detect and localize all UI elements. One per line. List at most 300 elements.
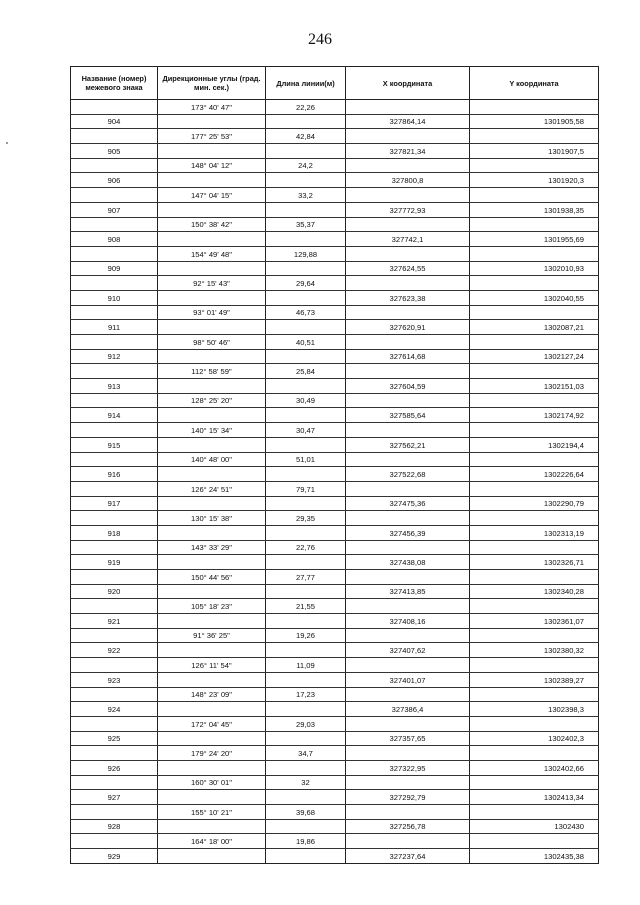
point-row: [71, 437, 599, 452]
line-length-cell: [266, 555, 346, 570]
y-coordinate-cell: [470, 834, 599, 849]
direction-angle-cell: [158, 525, 266, 540]
line-length-cell: [266, 584, 346, 599]
line-length-cell: [266, 408, 346, 423]
line-length-cell: [266, 232, 346, 247]
boundary-coordinates-table: [70, 66, 599, 864]
marker-name-cell: 924: [71, 702, 158, 717]
line-length-cell: 129,88: [266, 246, 346, 261]
x-coordinate-cell: 327562,21: [346, 437, 470, 452]
line-length-cell: 35,37: [266, 217, 346, 232]
y-coordinate-cell: 1302040,55: [470, 290, 599, 305]
x-coordinate-cell: 327292,79: [346, 790, 470, 805]
marker-name-cell: [71, 452, 158, 467]
segment-row: [71, 687, 599, 702]
y-coordinate-cell: [470, 217, 599, 232]
segment-row: [71, 100, 599, 115]
line-length-cell: 25,84: [266, 364, 346, 379]
y-coordinate-cell: 1302087,21: [470, 320, 599, 335]
direction-angle-cell: [158, 672, 266, 687]
segment-row: [71, 834, 599, 849]
line-length-cell: [266, 379, 346, 394]
header-x-coordinate: X координата: [346, 67, 470, 100]
direction-angle-cell: 105° 18' 23": [158, 599, 266, 614]
segment-row: [71, 393, 599, 408]
y-coordinate-cell: [470, 276, 599, 291]
marker-name-cell: 926: [71, 760, 158, 775]
direction-angle-cell: 140° 48' 00": [158, 452, 266, 467]
marker-name-cell: [71, 217, 158, 232]
direction-angle-cell: [158, 731, 266, 746]
point-row: [71, 114, 599, 129]
y-coordinate-cell: [470, 305, 599, 320]
line-length-cell: 29,03: [266, 716, 346, 731]
point-row: [71, 173, 599, 188]
y-coordinate-cell: 1302380,32: [470, 643, 599, 658]
x-coordinate-cell: 327772,93: [346, 202, 470, 217]
x-coordinate-cell: 327456,39: [346, 525, 470, 540]
x-coordinate-cell: [346, 276, 470, 291]
y-coordinate-cell: 1302435,38: [470, 849, 599, 864]
point-row: [71, 819, 599, 834]
y-coordinate-cell: 1301907,5: [470, 144, 599, 159]
point-row: [71, 290, 599, 305]
line-length-cell: [266, 672, 346, 687]
y-coordinate-cell: [470, 540, 599, 555]
point-row: [71, 614, 599, 629]
marker-name-cell: [71, 834, 158, 849]
y-coordinate-cell: [470, 628, 599, 643]
x-coordinate-cell: [346, 511, 470, 526]
segment-row: [71, 570, 599, 585]
marker-name-cell: 915: [71, 437, 158, 452]
direction-angle-cell: [158, 232, 266, 247]
line-length-cell: [266, 173, 346, 188]
line-length-cell: 30,49: [266, 393, 346, 408]
marker-name-cell: [71, 658, 158, 673]
line-length-cell: 21,55: [266, 599, 346, 614]
y-coordinate-cell: [470, 570, 599, 585]
marker-name-cell: 922: [71, 643, 158, 658]
direction-angle-cell: [158, 437, 266, 452]
marker-name-cell: [71, 423, 158, 438]
point-row: [71, 702, 599, 717]
point-row: [71, 408, 599, 423]
segment-row: [71, 246, 599, 261]
line-length-cell: 22,76: [266, 540, 346, 555]
marker-name-cell: 911: [71, 320, 158, 335]
y-coordinate-cell: [470, 158, 599, 173]
line-length-cell: 34,7: [266, 746, 346, 761]
marker-name-cell: [71, 188, 158, 203]
direction-angle-cell: 177° 25' 53": [158, 129, 266, 144]
x-coordinate-cell: [346, 599, 470, 614]
segment-row: [71, 217, 599, 232]
y-coordinate-cell: [470, 687, 599, 702]
x-coordinate-cell: 327256,78: [346, 819, 470, 834]
line-length-cell: 29,64: [266, 276, 346, 291]
x-coordinate-cell: 327522,68: [346, 467, 470, 482]
direction-angle-cell: 130° 15' 38": [158, 511, 266, 526]
line-length-cell: [266, 437, 346, 452]
line-length-cell: [266, 290, 346, 305]
y-coordinate-cell: 1301938,35: [470, 202, 599, 217]
marker-name-cell: [71, 599, 158, 614]
marker-name-cell: [71, 158, 158, 173]
marker-name-cell: [71, 716, 158, 731]
line-length-cell: [266, 760, 346, 775]
x-coordinate-cell: [346, 834, 470, 849]
y-coordinate-cell: 1301955,69: [470, 232, 599, 247]
segment-row: [71, 628, 599, 643]
x-coordinate-cell: [346, 570, 470, 585]
x-coordinate-cell: [346, 746, 470, 761]
direction-angle-cell: [158, 760, 266, 775]
y-coordinate-cell: [470, 335, 599, 350]
marker-name-cell: [71, 246, 158, 261]
marker-name-cell: [71, 393, 158, 408]
point-row: [71, 849, 599, 864]
line-length-cell: 19,86: [266, 834, 346, 849]
y-coordinate-cell: [470, 599, 599, 614]
line-length-cell: 42,84: [266, 129, 346, 144]
point-row: [71, 496, 599, 511]
x-coordinate-cell: [346, 658, 470, 673]
y-coordinate-cell: 1302194,4: [470, 437, 599, 452]
direction-angle-cell: [158, 379, 266, 394]
y-coordinate-cell: [470, 423, 599, 438]
line-length-cell: 24,2: [266, 158, 346, 173]
x-coordinate-cell: 327407,62: [346, 643, 470, 658]
direction-angle-cell: 140° 15' 34": [158, 423, 266, 438]
marker-name-cell: 906: [71, 173, 158, 188]
segment-row: [71, 805, 599, 820]
segment-row: [71, 158, 599, 173]
point-row: [71, 672, 599, 687]
direction-angle-cell: [158, 349, 266, 364]
marker-name-cell: [71, 100, 158, 115]
table-body: [71, 100, 599, 864]
marker-name-cell: 920: [71, 584, 158, 599]
x-coordinate-cell: 327322,95: [346, 760, 470, 775]
line-length-cell: 11,09: [266, 658, 346, 673]
direction-angle-cell: [158, 202, 266, 217]
marker-name-cell: 914: [71, 408, 158, 423]
direction-angle-cell: 91° 36' 25": [158, 628, 266, 643]
direction-angle-cell: [158, 408, 266, 423]
direction-angle-cell: 148° 23' 09": [158, 687, 266, 702]
x-coordinate-cell: [346, 364, 470, 379]
y-coordinate-cell: 1302290,79: [470, 496, 599, 511]
direction-angle-cell: 172° 04' 45": [158, 716, 266, 731]
x-coordinate-cell: 327821,34: [346, 144, 470, 159]
y-coordinate-cell: 1302398,3: [470, 702, 599, 717]
marker-name-cell: [71, 540, 158, 555]
y-coordinate-cell: [470, 775, 599, 790]
x-coordinate-cell: 327623,38: [346, 290, 470, 305]
y-coordinate-cell: [470, 246, 599, 261]
x-coordinate-cell: [346, 305, 470, 320]
segment-row: [71, 775, 599, 790]
point-row: [71, 379, 599, 394]
direction-angle-cell: [158, 702, 266, 717]
line-length-cell: 30,47: [266, 423, 346, 438]
y-coordinate-cell: [470, 452, 599, 467]
y-coordinate-cell: 1302389,27: [470, 672, 599, 687]
line-length-cell: 40,51: [266, 335, 346, 350]
y-coordinate-cell: 1302402,66: [470, 760, 599, 775]
marker-name-cell: [71, 687, 158, 702]
marker-name-cell: [71, 364, 158, 379]
x-coordinate-cell: 327386,4: [346, 702, 470, 717]
segment-row: [71, 276, 599, 291]
y-coordinate-cell: [470, 716, 599, 731]
line-length-cell: 79,71: [266, 481, 346, 496]
marker-name-cell: 912: [71, 349, 158, 364]
segment-row: [71, 305, 599, 320]
segment-row: [71, 746, 599, 761]
line-length-cell: 29,35: [266, 511, 346, 526]
marker-name-cell: 913: [71, 379, 158, 394]
marker-name-cell: 907: [71, 202, 158, 217]
marker-name-cell: 928: [71, 819, 158, 834]
x-coordinate-cell: 327620,91: [346, 320, 470, 335]
segment-row: [71, 599, 599, 614]
x-coordinate-cell: [346, 628, 470, 643]
marker-name-cell: 904: [71, 114, 158, 129]
direction-angle-cell: [158, 496, 266, 511]
direction-angle-cell: 98° 50' 46": [158, 335, 266, 350]
point-row: [71, 320, 599, 335]
point-row: [71, 584, 599, 599]
x-coordinate-cell: 327401,07: [346, 672, 470, 687]
x-coordinate-cell: [346, 805, 470, 820]
x-coordinate-cell: [346, 335, 470, 350]
marker-name-cell: [71, 775, 158, 790]
marker-name-cell: [71, 746, 158, 761]
marker-name-cell: 923: [71, 672, 158, 687]
x-coordinate-cell: 327408,16: [346, 614, 470, 629]
direction-angle-cell: [158, 144, 266, 159]
direction-angle-cell: [158, 320, 266, 335]
direction-angle-cell: [158, 114, 266, 129]
y-coordinate-cell: [470, 393, 599, 408]
direction-angle-cell: 173° 40' 47": [158, 100, 266, 115]
direction-angle-cell: 126° 11' 54": [158, 658, 266, 673]
segment-row: [71, 481, 599, 496]
point-row: [71, 555, 599, 570]
point-row: [71, 144, 599, 159]
marker-name-cell: 929: [71, 849, 158, 864]
direction-angle-cell: [158, 173, 266, 188]
header-y-coordinate: Y координата: [470, 67, 599, 100]
scan-speck: [6, 142, 8, 144]
line-length-cell: 46,73: [266, 305, 346, 320]
y-coordinate-cell: [470, 805, 599, 820]
direction-angle-cell: 154° 49' 48": [158, 246, 266, 261]
table-header-row: [71, 67, 599, 100]
y-coordinate-cell: 1302010,93: [470, 261, 599, 276]
line-length-cell: 19,26: [266, 628, 346, 643]
segment-row: [71, 716, 599, 731]
marker-name-cell: 917: [71, 496, 158, 511]
segment-row: [71, 335, 599, 350]
direction-angle-cell: [158, 261, 266, 276]
marker-name-cell: 909: [71, 261, 158, 276]
line-length-cell: 27,77: [266, 570, 346, 585]
direction-angle-cell: [158, 467, 266, 482]
line-length-cell: [266, 202, 346, 217]
segment-row: [71, 452, 599, 467]
direction-angle-cell: 92° 15' 43": [158, 276, 266, 291]
y-coordinate-cell: 1302127,24: [470, 349, 599, 364]
segment-row: [71, 540, 599, 555]
x-coordinate-cell: [346, 423, 470, 438]
y-coordinate-cell: [470, 746, 599, 761]
marker-name-cell: [71, 570, 158, 585]
y-coordinate-cell: 1302313,19: [470, 525, 599, 540]
x-coordinate-cell: [346, 775, 470, 790]
direction-angle-cell: [158, 819, 266, 834]
marker-name-cell: 918: [71, 525, 158, 540]
marker-name-cell: [71, 628, 158, 643]
y-coordinate-cell: [470, 188, 599, 203]
y-coordinate-cell: [470, 100, 599, 115]
direction-angle-cell: 143° 33' 29": [158, 540, 266, 555]
point-row: [71, 790, 599, 805]
line-length-cell: 22,26: [266, 100, 346, 115]
line-length-cell: [266, 467, 346, 482]
x-coordinate-cell: 327604,59: [346, 379, 470, 394]
direction-angle-cell: 164° 18' 00": [158, 834, 266, 849]
segment-row: [71, 658, 599, 673]
line-length-cell: [266, 261, 346, 276]
header-marker-name: Название (номер) межевого знака: [71, 67, 158, 100]
line-length-cell: 51,01: [266, 452, 346, 467]
x-coordinate-cell: [346, 100, 470, 115]
direction-angle-cell: 150° 38' 42": [158, 217, 266, 232]
marker-name-cell: 905: [71, 144, 158, 159]
line-length-cell: [266, 144, 346, 159]
page-number: 246: [308, 31, 332, 48]
direction-angle-cell: 93° 01' 49": [158, 305, 266, 320]
y-coordinate-cell: [470, 129, 599, 144]
direction-angle-cell: 179° 24' 20": [158, 746, 266, 761]
marker-name-cell: [71, 335, 158, 350]
direction-angle-cell: 126° 24' 51": [158, 481, 266, 496]
point-row: [71, 202, 599, 217]
line-length-cell: 39,68: [266, 805, 346, 820]
direction-angle-cell: 160° 30' 01": [158, 775, 266, 790]
x-coordinate-cell: 327475,36: [346, 496, 470, 511]
x-coordinate-cell: 327614,68: [346, 349, 470, 364]
direction-angle-cell: 155° 10' 21": [158, 805, 266, 820]
direction-angle-cell: 128° 25' 20": [158, 393, 266, 408]
x-coordinate-cell: [346, 188, 470, 203]
line-length-cell: [266, 496, 346, 511]
header-line-length: Длина линии(м): [266, 67, 346, 100]
line-length-cell: [266, 525, 346, 540]
direction-angle-cell: 147° 04' 15": [158, 188, 266, 203]
marker-name-cell: [71, 511, 158, 526]
direction-angle-cell: [158, 643, 266, 658]
y-coordinate-cell: 1302174,92: [470, 408, 599, 423]
marker-name-cell: 921: [71, 614, 158, 629]
y-coordinate-cell: [470, 658, 599, 673]
y-coordinate-cell: 1301920,3: [470, 173, 599, 188]
segment-row: [71, 129, 599, 144]
y-coordinate-cell: 1302340,28: [470, 584, 599, 599]
line-length-cell: 32: [266, 775, 346, 790]
marker-name-cell: [71, 129, 158, 144]
direction-angle-cell: 112° 58' 59": [158, 364, 266, 379]
line-length-cell: [266, 349, 346, 364]
line-length-cell: [266, 614, 346, 629]
direction-angle-cell: [158, 790, 266, 805]
x-coordinate-cell: 327742,1: [346, 232, 470, 247]
point-row: [71, 525, 599, 540]
x-coordinate-cell: 327237,64: [346, 849, 470, 864]
marker-name-cell: 916: [71, 467, 158, 482]
marker-name-cell: 925: [71, 731, 158, 746]
y-coordinate-cell: 1302402,3: [470, 731, 599, 746]
line-length-cell: [266, 731, 346, 746]
line-length-cell: [266, 320, 346, 335]
x-coordinate-cell: 327438,08: [346, 555, 470, 570]
x-coordinate-cell: [346, 158, 470, 173]
line-length-cell: [266, 849, 346, 864]
x-coordinate-cell: 327585,64: [346, 408, 470, 423]
direction-angle-cell: [158, 584, 266, 599]
y-coordinate-cell: 1302430: [470, 819, 599, 834]
x-coordinate-cell: 327357,65: [346, 731, 470, 746]
marker-name-cell: [71, 805, 158, 820]
line-length-cell: [266, 819, 346, 834]
x-coordinate-cell: [346, 716, 470, 731]
line-length-cell: [266, 702, 346, 717]
y-coordinate-cell: 1301905,58: [470, 114, 599, 129]
y-coordinate-cell: 1302413,34: [470, 790, 599, 805]
point-row: [71, 643, 599, 658]
y-coordinate-cell: 1302326,71: [470, 555, 599, 570]
x-coordinate-cell: 327800,8: [346, 173, 470, 188]
point-row: [71, 731, 599, 746]
segment-row: [71, 364, 599, 379]
line-length-cell: 17,23: [266, 687, 346, 702]
point-row: [71, 232, 599, 247]
marker-name-cell: 927: [71, 790, 158, 805]
x-coordinate-cell: [346, 481, 470, 496]
x-coordinate-cell: 327864,14: [346, 114, 470, 129]
direction-angle-cell: 148° 04' 12": [158, 158, 266, 173]
point-row: [71, 261, 599, 276]
line-length-cell: 33,2: [266, 188, 346, 203]
x-coordinate-cell: [346, 393, 470, 408]
segment-row: [71, 423, 599, 438]
y-coordinate-cell: [470, 481, 599, 496]
y-coordinate-cell: 1302226,64: [470, 467, 599, 482]
marker-name-cell: [71, 481, 158, 496]
x-coordinate-cell: [346, 687, 470, 702]
y-coordinate-cell: 1302151,03: [470, 379, 599, 394]
x-coordinate-cell: [346, 540, 470, 555]
marker-name-cell: [71, 276, 158, 291]
direction-angle-cell: [158, 849, 266, 864]
header-direction-angle: Дирекционные углы (град. мин. сек.): [158, 67, 266, 100]
marker-name-cell: 908: [71, 232, 158, 247]
point-row: [71, 467, 599, 482]
y-coordinate-cell: [470, 364, 599, 379]
